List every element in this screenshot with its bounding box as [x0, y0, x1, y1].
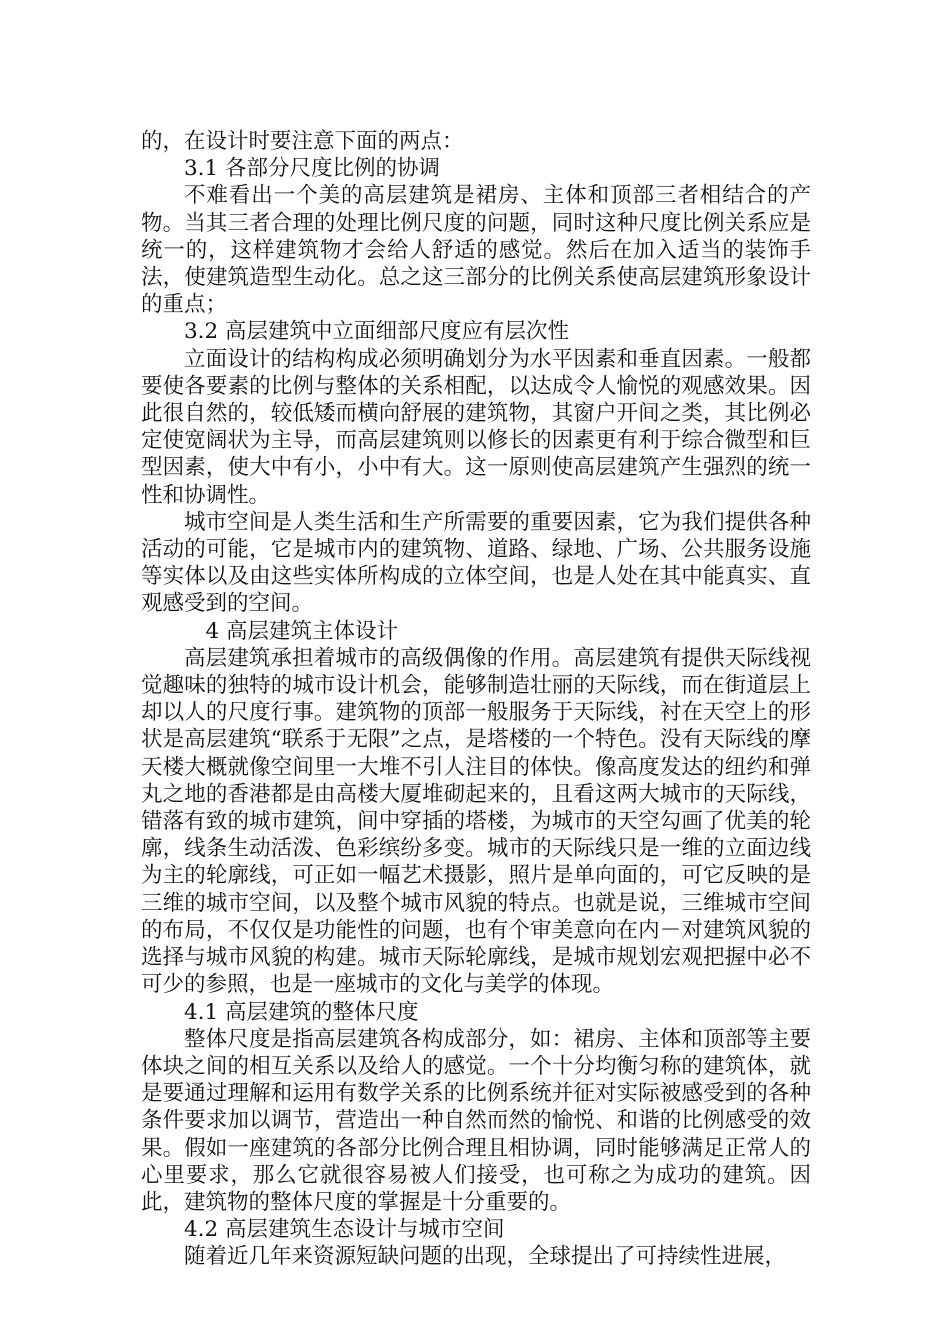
section-heading-4-2: 4.2 高层建筑生态设计与城市空间 — [184, 1217, 505, 1243]
document-body — [141, 128, 811, 1271]
paragraph: 随着近几年来资源短缺问题的出现，全球提出了可持续性进展， — [184, 1244, 787, 1270]
paragraph-continuation: 的，在设计时要注意下面的两点： — [141, 129, 464, 154]
section-heading-4-1: 4.1 高层建筑的整体尺度 — [184, 999, 419, 1025]
section-heading-3-2: 3.2 高层建筑中立面细部尺度应有层次性 — [184, 319, 570, 345]
paragraph: 高层建筑承担着城市的高级偶像的作用。高层建筑有提供天际线视觉趣味的独特的城市设计机会，能够制造壮丽的天际线，而在街道层上却以人的尺度行事。建筑物的顶部一般服务于天际线，衬在天空上的形状是高层建筑“联系于无限”之点，是塔楼的一个特色。没有天际线的摩天楼大概就像空间里一大堆不引人注目的体快。像高度发达的纽约和弹丸之地的香港都是由高楼大厦堆砌起来的，且看这两大城市的天际线，错落有致的城市建筑，间中穿插的塔楼，为城市的天空勾画了优美的轮廓，线条生动活泼、色彩缤纷多变。城市的天际线只是一维的立面边线为主的轮廓线，可正如一幅艺术摄影，照片是单向面的，可它反映的是三维的城市空间，以及整个城市风貌的特点。也就是说，三维城市空间的布局，不仅仅是功能性的问题，也有个审美意向在内－对建筑风貌的选择与城市风貌的构建。城市天际轮廓线，是城市规划宏观把握中必不可少的参照，也是一座城市的文化与美学的体现。 — [141, 645, 811, 998]
paragraph: 不难看出一个美的高层建筑是裙房、主体和顶部三者相结合的产物。当其三者合理的处理比例尺度的问题，同时这种尺度比例关系应是统一的，这样建筑物才会给人舒适的感觉。然后在加入适当的装饰手法，使建筑造型生动化。总之这三部分的比例关系使高层建筑形象设计的重点； — [141, 183, 811, 318]
paragraph: 立面设计的结构构成必须明确划分为水平因素和垂直因素。一般都要使各要素的比例与整体的关系相配，以达成令人愉悦的观感效果。因此很自然的，较低矮而横向舒展的建筑物，其窗户开间之类，其比例必定使宽阔状为主导，而高层建筑则以修长的因素更有利于综合微型和巨型因素，使大中有小，小中有大。这一原则使高层建筑产生强烈的统一性和协调性。 — [141, 346, 811, 508]
section-heading-4: 4 高层建筑主体设计 — [205, 618, 399, 644]
paragraph: 城市空间是人类生活和生产所需要的重要因素，它为我们提供各种活动的可能，它是城市内的建筑物、道路、绿地、广场、公共服务设施等实体以及由这些实体所构成的立体空间，也是人处在其中能真实、直观感受到的空间。 — [141, 509, 811, 617]
section-heading-3-1: 3.1 各部分尺度比例的协调 — [184, 156, 441, 182]
paragraph: 整体尺度是指高层建筑各构成部分，如：裙房、主体和顶部等主要体块之间的相互关系以及给人的感觉。一个十分均衡匀称的建筑体，就是要通过理解和运用有数学关系的比例系统并征对实际被感受到的各种条件要求加以调节，营造出一种自然而然的愉悦、和谐的比例感受的效果。假如一座建筑的各部分比例合理且相协调，同时能够满足正常人的心里要求，那么它就很容易被人们接受，也可称之为成功的建筑。因此，建筑物的整体尺度的掌握是十分重要的。 — [141, 1026, 811, 1215]
